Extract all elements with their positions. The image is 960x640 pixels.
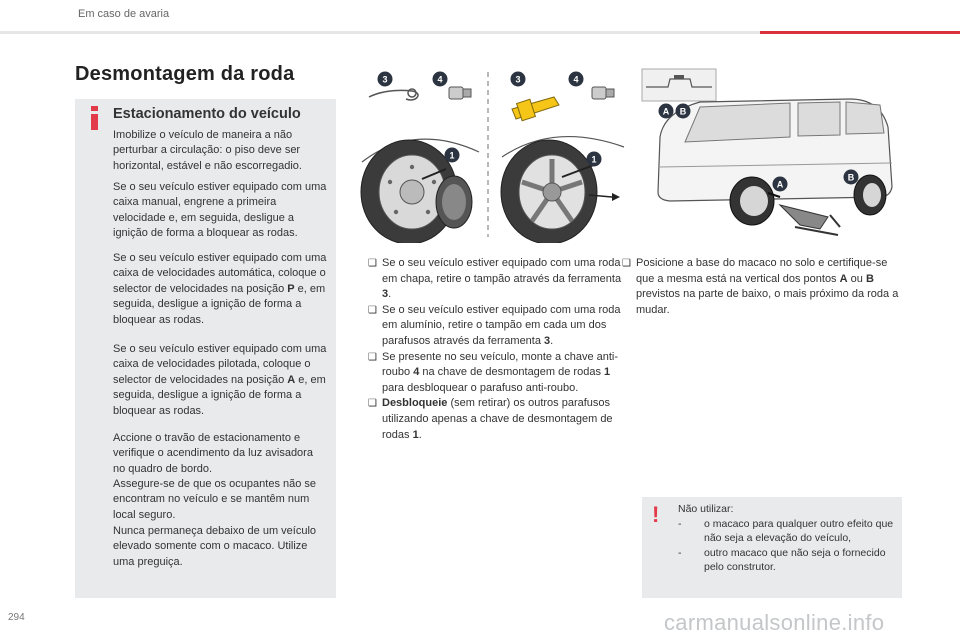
warning-icon: ! bbox=[652, 502, 660, 527]
svg-text:B: B bbox=[847, 172, 855, 183]
info-paragraph-6: Assegure-se de que os ocupantes não se encontram no veículo e se mantêm num local seguro. bbox=[113, 478, 317, 521]
info-paragraph-7: Nunca permaneça debaixo de um veículo elevado somente com o macaco. Utilize uma preguiça. bbox=[113, 525, 317, 568]
step-item: ❑ Se o seu veículo estiver equipado com uma roda em alumínio, retire o tampão em cada um dos parafusos através da ferramenta 3. bbox=[368, 303, 621, 347]
watermark: carmanualsonline.info bbox=[664, 610, 885, 635]
svg-text:3: 3 bbox=[515, 74, 521, 85]
info-paragraph-1: Imobilize o veículo de maneira a não perturbar a circulação: o piso deve ser horizontal, estável e não escorregadio. bbox=[113, 129, 302, 172]
warning-text bbox=[678, 502, 898, 575]
svg-text:A: A bbox=[662, 106, 670, 117]
section-title: Em caso de avaria bbox=[78, 8, 170, 20]
checkbox-bullet-icon: ❑ bbox=[368, 351, 377, 363]
van-jack-illustration bbox=[640, 67, 910, 243]
svg-text:B: B bbox=[679, 106, 687, 117]
checkbox-bullet-icon: ❑ bbox=[622, 258, 631, 269]
info-paragraph-3: Se o seu veículo estiver equipado com uma caixa de velocidades automática, coloque o selector de velocidades na posição P e, em seguida, desligue a ignição de forma a bloquear as rodas. bbox=[113, 252, 327, 326]
svg-text:A: A bbox=[776, 179, 784, 190]
svg-text:4: 4 bbox=[437, 74, 443, 85]
checkbox-bullet-icon: ❑ bbox=[368, 304, 377, 316]
step-item: ❑ Desbloqueie (sem retirar) os outros parafusos utilizando apenas a chave de desmontagem de rodas 1. bbox=[368, 397, 613, 441]
step-item: ❑ Posicione a base do macaco no solo e certifique-se que a mesma está na vertical dos pontos A ou B previstos na parte de baixo, o mais próximo da roda a mudar. bbox=[622, 257, 899, 316]
page-title: Desmontagem da roda bbox=[75, 63, 295, 85]
checkbox-bullet-icon: ❑ bbox=[368, 258, 377, 269]
jack-positioning-step bbox=[622, 256, 902, 318]
info-paragraph-5: Accione o travão de estacionamento e verifique o acendimento da luz avisadora no quadro de bordo. bbox=[113, 432, 313, 475]
wheel-removal-illustration bbox=[354, 67, 634, 243]
checkbox-bullet-icon: ❑ bbox=[368, 398, 377, 410]
header-accent-bar bbox=[760, 31, 960, 34]
warning-intro: Não utilizar: bbox=[678, 503, 734, 515]
info-paragraph-2: Se o seu veículo estiver equipado com uma caixa manual, engrene a primeira velocidade e, em seguida, desligue a ignição de forma a bloquear as rodas. bbox=[113, 181, 327, 240]
svg-text:3: 3 bbox=[382, 74, 388, 85]
warning-item: - o macaco para qualquer outro efeito que não seja a elevação do veículo, bbox=[678, 517, 894, 544]
procedure-steps bbox=[368, 256, 623, 443]
svg-text:1: 1 bbox=[449, 150, 455, 161]
info-heading: Estacionamento do veículo bbox=[113, 106, 301, 122]
info-paragraph-4: Se o seu veículo estiver equipado com uma caixa de velocidades pilotada, coloque o selector de velocidades na posição A e, em seguida, desligue a ignição de forma a bloquear as rodas. bbox=[113, 343, 327, 417]
info-icon bbox=[88, 106, 102, 128]
svg-text:1: 1 bbox=[591, 154, 597, 165]
warning-item: - outro macaco que não seja o fornecido pelo construtor. bbox=[678, 546, 886, 573]
step-item: ❑ Se presente no seu veículo, monte a chave anti-roubo 4 na chave de desmontagem de rodas 1 para desbloquear o parafuso anti-roubo. bbox=[368, 350, 619, 394]
svg-text:4: 4 bbox=[573, 74, 579, 85]
page-number: 294 bbox=[8, 612, 25, 623]
step-item: ❑ Se o seu veículo estiver equipado com uma roda em chapa, retire o tampão através da ferramenta 3. bbox=[368, 257, 622, 301]
